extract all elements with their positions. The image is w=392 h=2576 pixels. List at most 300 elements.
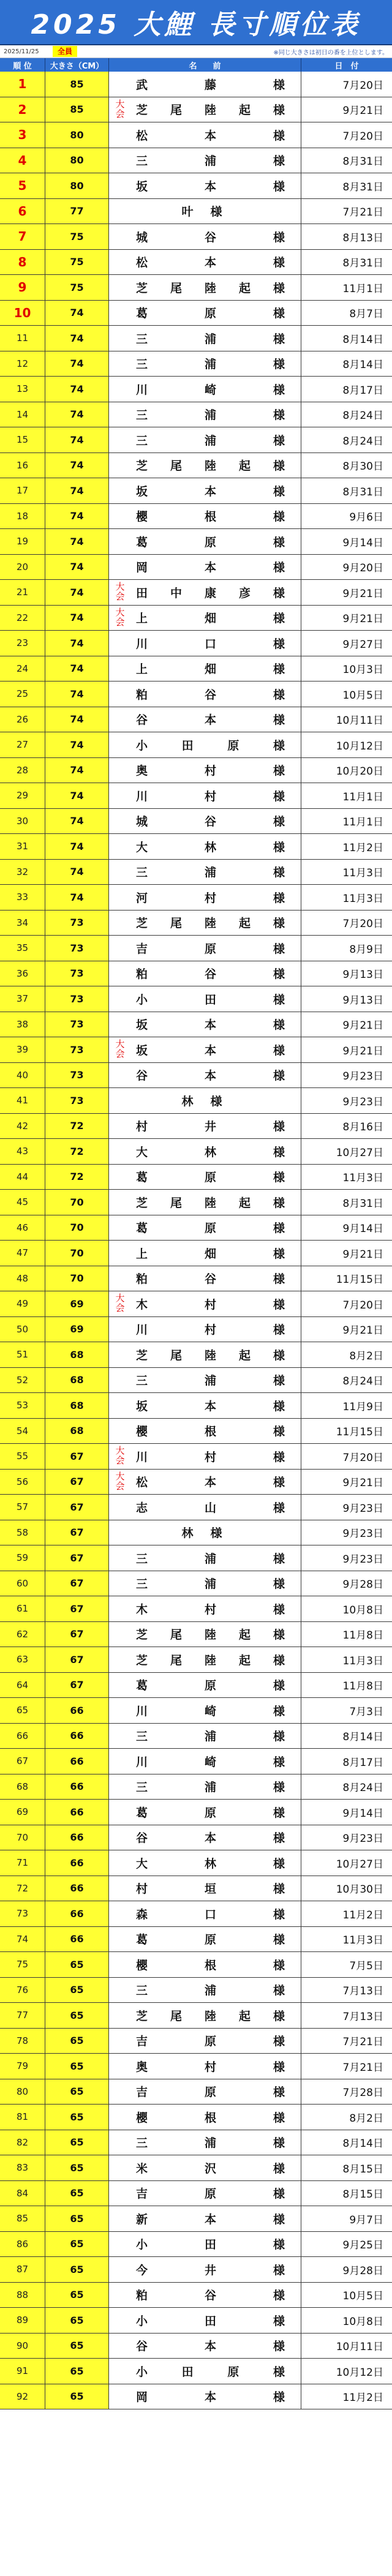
name-cell (109, 2384, 301, 2409)
size-cell: 70 (45, 1266, 109, 1291)
rank-cell: 64 (0, 1673, 45, 1698)
rank-cell: 56 (0, 1470, 45, 1495)
size-cell: 65 (45, 2232, 109, 2257)
table-row (0, 72, 392, 97)
date-cell: 9月13日 (342, 994, 383, 1007)
table-row (0, 1139, 392, 1165)
table-row (0, 1647, 392, 1673)
size-cell: 68 (45, 1342, 109, 1367)
name-cell (109, 911, 301, 936)
angler-name: 岡 本 様 (136, 2390, 285, 2405)
angler-name: 川 村 様 (136, 1450, 285, 1464)
date-cell: 9月20日 (342, 562, 383, 575)
date-cell: 8月24日 (342, 1375, 383, 1388)
size-cell: 73 (45, 961, 109, 986)
size-cell: 74 (45, 783, 109, 808)
angler-name: 三 浦 様 (136, 154, 285, 168)
size-cell: 74 (45, 758, 109, 783)
name-cell (109, 1291, 301, 1316)
taikai-mark: 大会 (115, 1293, 125, 1313)
rank-cell: 6 (0, 199, 45, 224)
rank-cell: 14 (0, 402, 45, 427)
angler-name: 村 垣 様 (136, 1882, 285, 1896)
date-cell: 7月20日 (342, 79, 383, 92)
date-cell: 11月3日 (342, 1934, 383, 1947)
rank-cell: 77 (0, 2003, 45, 2028)
size-cell: 70 (45, 1190, 109, 1215)
rank-cell: 17 (0, 478, 45, 503)
name-cell (109, 2257, 301, 2282)
table-row (0, 860, 392, 885)
table-row (0, 148, 392, 174)
table-row (0, 1495, 392, 1520)
name-cell (109, 2003, 301, 2028)
date-cell: 8月14日 (342, 2138, 383, 2150)
angler-name: 三 浦 様 (136, 1984, 285, 1998)
angler-name: 吉 原 様 (136, 942, 285, 956)
date-cell: 9月23日 (342, 1502, 383, 1515)
table-row (0, 529, 392, 555)
table-row (0, 2384, 392, 2410)
angler-name: 葛 原 様 (136, 1222, 285, 1236)
size-cell: 73 (45, 1063, 109, 1088)
rank-cell: 12 (0, 351, 45, 377)
angler-name: 川 村 様 (136, 789, 285, 803)
table-row (0, 707, 392, 733)
rank-cell: 29 (0, 783, 45, 808)
size-cell: 65 (45, 2308, 109, 2333)
rank-cell: 34 (0, 911, 45, 936)
table-header (0, 58, 392, 72)
table-row (0, 2181, 392, 2207)
name-cell (109, 986, 301, 1012)
angler-name: 粕 谷 様 (136, 2289, 285, 2303)
date-cell: 11月2日 (342, 841, 383, 854)
name-cell (109, 2105, 301, 2130)
angler-name: 芝 尾 陸 起 様 (136, 1196, 285, 1210)
rank-cell: 67 (0, 1749, 45, 1774)
name-cell (109, 1952, 301, 1977)
table-row (0, 2155, 392, 2181)
angler-name: 三 浦 様 (136, 408, 285, 422)
name-cell (109, 529, 301, 554)
header-date: 日 付 (334, 61, 359, 71)
angler-name: 三 浦 様 (136, 1552, 285, 1566)
angler-name: 上 畑 様 (136, 663, 285, 677)
angler-name: 上 畑 様 (136, 612, 285, 626)
date-cell: 7月28日 (342, 2087, 383, 2100)
date-cell: 10月3日 (342, 664, 383, 677)
date-cell: 9月23日 (342, 1833, 383, 1846)
size-cell: 80 (45, 122, 109, 148)
date-cell: 9月28日 (342, 1579, 383, 1591)
rank-cell: 4 (0, 148, 45, 173)
date-cell: 7月20日 (342, 1451, 383, 1464)
angler-name: 武 藤 様 (136, 78, 285, 92)
angler-name: 谷 本 様 (136, 1069, 285, 1083)
angler-name: 芝 尾 陸 起 様 (136, 917, 285, 931)
rank-cell: 61 (0, 1596, 45, 1621)
size-cell: 74 (45, 402, 109, 427)
date-cell: 10月5日 (342, 689, 383, 702)
date-cell: 7月20日 (342, 1299, 383, 1312)
table-row (0, 275, 392, 301)
angler-name: 新 本 様 (136, 2212, 285, 2226)
angler-name: 松 本 様 (136, 1476, 285, 1490)
date-cell: 9月25日 (342, 2239, 383, 2252)
name-cell (109, 1088, 301, 1113)
name-cell (109, 1825, 301, 1850)
page-title: 2025 大鯉 長寸順位表 (0, 0, 392, 45)
size-cell: 65 (45, 2003, 109, 2028)
date-cell: 8月7日 (349, 308, 383, 321)
angler-name: 今 井 様 (136, 2263, 285, 2277)
table-row (0, 732, 392, 758)
size-cell: 65 (45, 2206, 109, 2231)
angler-name: 櫻 根 様 (136, 1425, 285, 1439)
name-cell (109, 580, 301, 605)
name-cell (109, 1241, 301, 1266)
rank-cell: 37 (0, 986, 45, 1012)
size-cell: 73 (45, 1012, 109, 1037)
angler-name: 林 様 (181, 1094, 239, 1108)
table-row (0, 2003, 392, 2029)
angler-name: 三 浦 様 (136, 434, 285, 448)
table-row (0, 478, 392, 504)
name-cell (109, 173, 301, 198)
angler-name: 芝 尾 陸 起 様 (136, 281, 285, 295)
rank-cell: 57 (0, 1495, 45, 1520)
name-cell (109, 504, 301, 529)
size-cell: 68 (45, 1368, 109, 1393)
rank-cell: 50 (0, 1317, 45, 1342)
name-cell (109, 631, 301, 656)
table-row (0, 1901, 392, 1927)
name-cell (109, 783, 301, 808)
name-cell (109, 1470, 301, 1495)
table-row (0, 1165, 392, 1190)
name-cell (109, 1850, 301, 1876)
table-row (0, 2054, 392, 2079)
name-cell (109, 97, 301, 122)
name-cell (109, 2359, 301, 2384)
table-row (0, 1749, 392, 1774)
size-cell: 65 (45, 2130, 109, 2155)
angler-name: 川 崎 様 (136, 1704, 285, 1718)
rank-cell: 86 (0, 2232, 45, 2257)
rank-cell: 53 (0, 1393, 45, 1418)
rank-cell: 48 (0, 1266, 45, 1291)
angler-name: 川 崎 様 (136, 383, 285, 397)
name-cell (109, 275, 301, 300)
angler-name: 叶 様 (181, 205, 239, 219)
rank-cell: 49 (0, 1291, 45, 1316)
angler-name: 木 村 様 (136, 1602, 285, 1617)
name-cell (109, 1165, 301, 1190)
rank-cell: 16 (0, 453, 45, 478)
size-cell: 66 (45, 1850, 109, 1876)
name-cell (109, 707, 301, 732)
date-cell: 8月14日 (342, 359, 383, 372)
size-cell: 65 (45, 2181, 109, 2206)
size-cell: 74 (45, 834, 109, 859)
rank-cell: 65 (0, 1698, 45, 1723)
name-cell (109, 2232, 301, 2257)
rank-cell: 70 (0, 1825, 45, 1850)
size-cell: 72 (45, 1139, 109, 1164)
table-row (0, 1317, 392, 1343)
size-cell: 65 (45, 2334, 109, 2359)
rank-cell: 78 (0, 2029, 45, 2054)
size-cell: 70 (45, 1241, 109, 1266)
table-row (0, 1368, 392, 1394)
rank-cell: 71 (0, 1850, 45, 1876)
name-cell (109, 427, 301, 452)
header-name: 名 前 (109, 58, 301, 72)
angler-name: 坂 本 様 (136, 484, 285, 498)
size-cell: 67 (45, 1470, 109, 1495)
date-cell: 11月3日 (342, 1654, 383, 1667)
date-cell: 9月21日 (342, 587, 383, 600)
date-cell: 8月17日 (342, 384, 383, 397)
angler-name: 城 谷 様 (136, 815, 285, 829)
name-cell (109, 351, 301, 377)
angler-name: 三 浦 様 (136, 358, 285, 372)
date-cell: 9月7日 (349, 2214, 383, 2226)
size-cell: 74 (45, 529, 109, 554)
sub-header (0, 45, 392, 58)
angler-name: 吉 原 様 (136, 2187, 285, 2201)
size-cell: 65 (45, 2384, 109, 2409)
size-cell: 65 (45, 2283, 109, 2308)
table-row (0, 122, 392, 148)
date-cell: 7月5日 (349, 1959, 383, 1972)
name-cell (109, 453, 301, 478)
size-cell: 65 (45, 1952, 109, 1977)
rank-cell: 2 (0, 97, 45, 122)
name-cell (109, 1622, 301, 1647)
angler-name: 小 田 原 様 (136, 2365, 285, 2379)
size-cell: 74 (45, 580, 109, 605)
size-cell: 73 (45, 1088, 109, 1113)
name-cell (109, 1215, 301, 1241)
rank-cell: 7 (0, 224, 45, 249)
size-cell: 73 (45, 936, 109, 961)
rank-cell: 84 (0, 2181, 45, 2206)
size-cell: 74 (45, 427, 109, 452)
rank-cell: 90 (0, 2334, 45, 2359)
date-cell: 10月11日 (336, 2341, 383, 2354)
table-row (0, 1444, 392, 1470)
name-cell (109, 656, 301, 682)
angler-name: 三 浦 様 (136, 332, 285, 346)
angler-name: 川 崎 様 (136, 1755, 285, 1769)
name-cell (109, 682, 301, 707)
rank-cell: 58 (0, 1520, 45, 1545)
angler-name: 川 村 様 (136, 1323, 285, 1337)
angler-name: 三 浦 様 (136, 1374, 285, 1388)
angler-name: 三 浦 様 (136, 1577, 285, 1591)
table-row (0, 1088, 392, 1114)
rank-cell: 35 (0, 936, 45, 961)
size-cell: 74 (45, 631, 109, 656)
taikai-mark: 大会 (115, 1470, 125, 1492)
rank-cell: 46 (0, 1215, 45, 1241)
size-cell: 66 (45, 1774, 109, 1800)
table-row (0, 1927, 392, 1953)
table-row (0, 961, 392, 987)
table-row (0, 1724, 392, 1749)
angler-name: 小 田 様 (136, 993, 285, 1007)
angler-name: 坂 本 様 (136, 1018, 285, 1032)
rank-cell: 75 (0, 1952, 45, 1977)
table-row (0, 402, 392, 428)
angler-name: 村 井 様 (136, 1120, 285, 1134)
header-size: 大きさ（CM） (45, 58, 109, 72)
name-cell (109, 1190, 301, 1215)
rank-cell: 26 (0, 707, 45, 732)
table-row (0, 1520, 392, 1546)
rank-cell: 36 (0, 961, 45, 986)
date-cell: 9月14日 (342, 536, 383, 549)
name-cell (109, 402, 301, 427)
date-cell: 10月8日 (342, 1604, 383, 1617)
rank-cell: 83 (0, 2155, 45, 2180)
date-cell: 8月31日 (342, 486, 383, 498)
table-row (0, 1800, 392, 1825)
date-cell: 10月12日 (336, 740, 383, 753)
date-cell: 11月1日 (342, 816, 383, 829)
table-row (0, 1037, 392, 1063)
rank-cell: 80 (0, 2079, 45, 2105)
name-cell (109, 834, 301, 859)
rank-cell: 24 (0, 656, 45, 682)
table-row (0, 758, 392, 784)
table-row (0, 606, 392, 631)
date-cell: 8月24日 (342, 1782, 383, 1795)
size-cell: 74 (45, 606, 109, 631)
name-cell (109, 961, 301, 986)
table-row (0, 1850, 392, 1876)
date-cell: 8月14日 (342, 333, 383, 346)
angler-name: 城 谷 様 (136, 230, 285, 244)
name-cell (109, 2206, 301, 2231)
rank-cell: 87 (0, 2257, 45, 2282)
date-cell: 11月15日 (336, 1426, 383, 1439)
rank-cell: 63 (0, 1647, 45, 1672)
date-cell: 8月30日 (342, 460, 383, 473)
angler-name: 小 田 様 (136, 2314, 285, 2328)
table-row (0, 1419, 392, 1444)
rank-cell: 68 (0, 1774, 45, 1800)
table-row (0, 1673, 392, 1699)
size-cell: 73 (45, 1037, 109, 1062)
angler-name: 三 浦 様 (136, 1781, 285, 1795)
size-cell: 65 (45, 2155, 109, 2180)
ranking-table (0, 72, 392, 2409)
name-cell (109, 758, 301, 783)
size-cell: 67 (45, 1520, 109, 1545)
angler-name: 粕 谷 様 (136, 1272, 285, 1286)
name-cell (109, 148, 301, 173)
name-cell (109, 1927, 301, 1952)
date-cell: 11月3日 (342, 1172, 383, 1185)
size-cell: 74 (45, 707, 109, 732)
table-row (0, 1266, 392, 1292)
taikai-mark: 大会 (115, 606, 125, 628)
size-cell: 68 (45, 1393, 109, 1418)
name-cell (109, 1596, 301, 1621)
rank-cell: 39 (0, 1037, 45, 1062)
filter-badge: 全員 (53, 46, 77, 57)
rank-cell: 15 (0, 427, 45, 452)
date-cell: 8月15日 (342, 2188, 383, 2201)
angler-name: 河 村 様 (136, 891, 285, 905)
size-cell: 75 (45, 224, 109, 249)
date-cell: 9月23日 (342, 1070, 383, 1083)
taikai-mark: 大会 (115, 1445, 125, 1466)
size-cell: 69 (45, 1291, 109, 1316)
table-row (0, 326, 392, 351)
angler-name: 吉 原 様 (136, 2035, 285, 2049)
rank-cell: 45 (0, 1190, 45, 1215)
size-cell: 74 (45, 885, 109, 910)
date-cell: 7月13日 (342, 2010, 383, 2023)
angler-name: 芝 尾 陸 起 様 (136, 103, 285, 118)
size-cell: 73 (45, 986, 109, 1012)
size-cell: 66 (45, 1825, 109, 1850)
rank-cell: 20 (0, 555, 45, 580)
rank-cell: 81 (0, 2105, 45, 2130)
table-row (0, 2334, 392, 2359)
table-row (0, 2308, 392, 2334)
name-cell (109, 2130, 301, 2155)
date-cell: 9月13日 (342, 969, 383, 982)
angler-name: 大 林 様 (136, 840, 285, 854)
angler-name: 奥 村 様 (136, 2060, 285, 2074)
size-cell: 77 (45, 199, 109, 224)
name-cell (109, 1571, 301, 1596)
table-row (0, 1545, 392, 1571)
name-cell (109, 1342, 301, 1367)
date-cell: 9月21日 (342, 1324, 383, 1337)
table-row (0, 427, 392, 453)
date-cell: 8月31日 (342, 181, 383, 193)
angler-name: 粕 谷 様 (136, 688, 285, 702)
size-cell: 65 (45, 2079, 109, 2105)
size-cell: 66 (45, 1698, 109, 1723)
size-cell: 74 (45, 504, 109, 529)
date-cell: 8月24日 (342, 410, 383, 422)
table-row (0, 2029, 392, 2054)
rank-cell: 73 (0, 1901, 45, 1926)
rank-cell: 60 (0, 1571, 45, 1596)
name-cell (109, 860, 301, 885)
size-cell: 74 (45, 478, 109, 503)
size-cell: 66 (45, 1876, 109, 1901)
date-cell: 7月21日 (342, 2061, 383, 2074)
rank-cell: 62 (0, 1622, 45, 1647)
name-cell (109, 1063, 301, 1088)
name-cell (109, 326, 301, 351)
name-cell (109, 809, 301, 834)
taikai-mark: 大会 (115, 98, 125, 119)
size-cell: 74 (45, 682, 109, 707)
rank-cell: 9 (0, 275, 45, 300)
table-row (0, 1241, 392, 1266)
table-row (0, 834, 392, 860)
table-row (0, 986, 392, 1012)
